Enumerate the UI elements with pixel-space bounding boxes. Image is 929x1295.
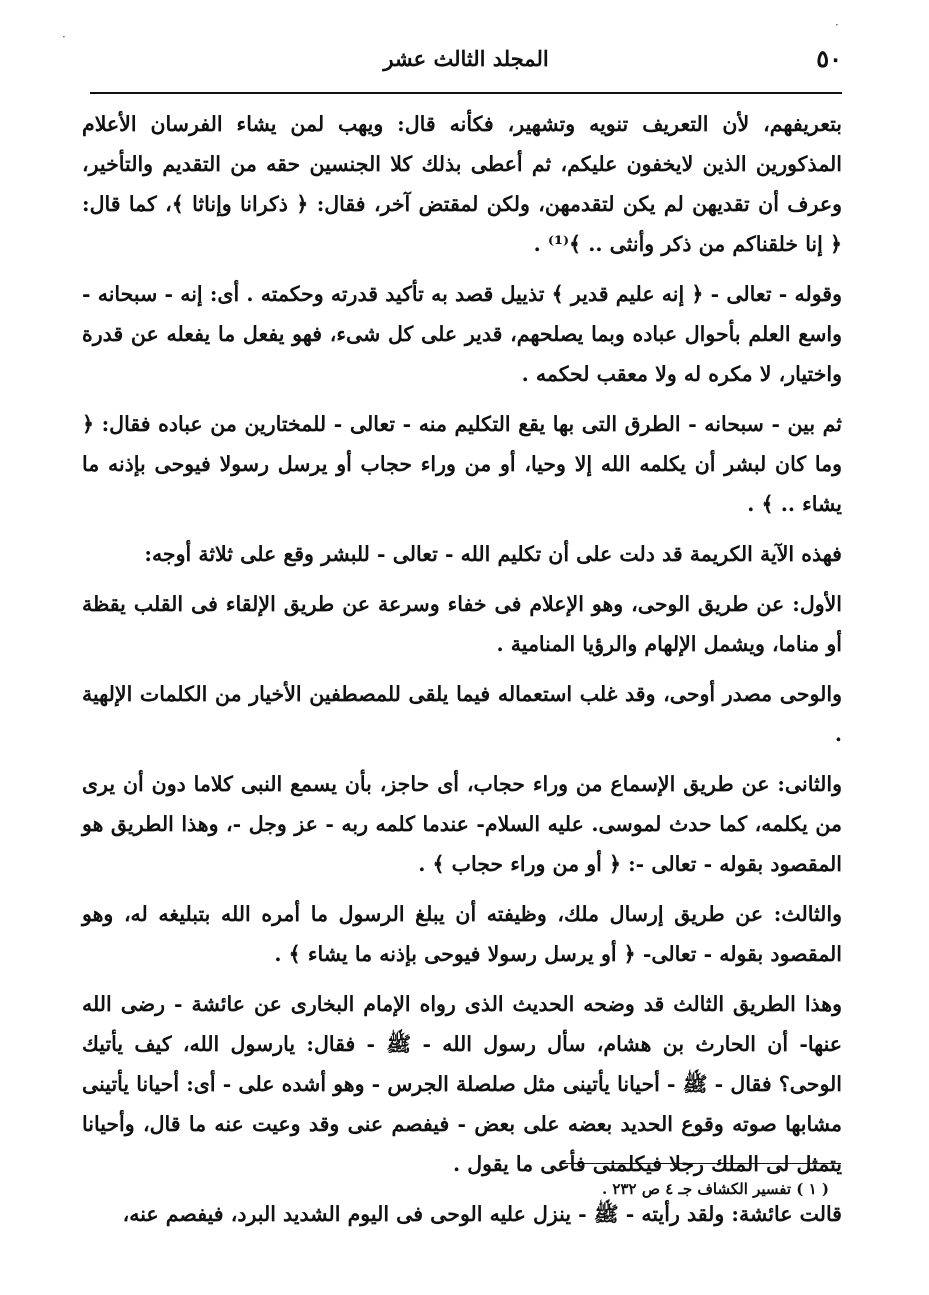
scan-speck: · bbox=[835, 18, 839, 32]
paragraph-9: وهذا الطريق الثالث قد وضحه الحديث الذى رواه الإمام البخارى عن عائشة - رضى الله عنها- أن الحارث بن هشام، سأل رسول الله - ﷺ - فقال: يارسول الله، كيف يأتيك الوحى؟ فقال - ﷺ - أحيانا يأتينى مثل صلصلة الجرس - وهو أشده على - أى: أحيانا يأتينى مشابها صوته وقوع الحديد بعضه على بعض - فيفصم عنى وقد وعيت عنه ما قال، وأحيانا يتمثل لى الملك رجلا فيكلمنى فأعى ما يقول . bbox=[82, 992, 842, 1176]
paragraph-6: والوحى مصدر أوحى، وقد غلب استعماله فيما يلقى للمصطفين الأخيار من الكلمات الإلهية . bbox=[82, 682, 842, 746]
paragraph-4: فهذه الآية الكريمة قد دلت على أن تكليم الله - تعالى - للبشر وقع على ثلاثة أوجه: bbox=[144, 542, 842, 566]
scan-speck: · bbox=[62, 30, 66, 44]
paragraph-1: بتعريفهم، لأن التعريف تنويه وتشهير، فكأنه قال: ويهب لمن يشاء الفرسان الأعلام المذكورين الذين لايخفون عليكم، ثم أعطى بذلك كلا الجنسين حقه من التقديم والتأخير، وعرف أن تقديهن لم يكن لتقدمهن، ولكن لمقتض آخر، فقال: ﴿ ذكرانا وإناثا ﴾، كما قال: ﴿ إنا خلقناكم من ذكر وأنثى .. ﴾⁽¹⁾ . bbox=[82, 112, 842, 256]
footnote: ( ١ ) تفسير الكشاف جـ ٤ ص ٢٣٢ . bbox=[601, 1180, 829, 1198]
paragraph-5: الأول: عن طريق الوحى، وهو الإعلام فى خفاء وسرعة عن طريق الإلقاء فى القلب يقظة أو مناما، ويشمل الإلهام والرؤيا المنامية . bbox=[82, 592, 842, 656]
page-header bbox=[90, 40, 842, 86]
paragraph-7: والثانى: عن طريق الإسماع من وراء حجاب، أى حاجز، بأن يسمع النبى كلاما دون أن يرى من يكلمه، كما حدث لموسى. عليه السلام- عندما كلمه ربه - عز وجل -، وهذا الطريق هو المقصود بقوله - تعالى -: ﴿ أو من وراء حجاب ﴾ . bbox=[82, 772, 842, 876]
body-text bbox=[82, 104, 842, 1244]
page-number: ٥٠ bbox=[816, 44, 842, 73]
footnote-rule bbox=[561, 1163, 841, 1164]
header-rule bbox=[90, 92, 842, 94]
paragraph-8: والثالث: عن طريق إرسال ملك، وظيفته أن يبلغ الرسول ما أمره الله بتبليغه له، وهو المقصود بقوله - تعالى- ﴿ أو يرسل رسولا فيوحى بإذنه ما يشاء ﴾ . bbox=[82, 902, 842, 966]
running-title: المجلد الثالث عشر bbox=[383, 46, 549, 71]
paragraph-10: قالت عائشة: ولقد رأيته - ﷺ - ينزل عليه الوحى فى اليوم الشديد البرد، فيفصم عنه، bbox=[122, 1202, 842, 1226]
paragraph-3: ثم بين - سبحانه - الطرق التى بها يقع التكليم منه - تعالى - للمختارين من عباده فقال: ﴿ وما كان لبشر أن يكلمه الله إلا وحيا، أو من وراء حجاب أو يرسل رسولا فيوحى بإذنه ما يشاء .. ﴾ . bbox=[82, 412, 842, 516]
paragraph-2: وقوله - تعالى - ﴿ إنه عليم قدير ﴾ تذييل قصد به تأكيد قدرته وحكمته . أى: إنه - سبحانه - واسع العلم بأحوال عباده وبما يصلحهم، قدير على كل شىء، فهو يفعل ما يفعله عن قدرة واختيار، لا مكره له ولا معقب لحكمه . bbox=[82, 282, 842, 386]
